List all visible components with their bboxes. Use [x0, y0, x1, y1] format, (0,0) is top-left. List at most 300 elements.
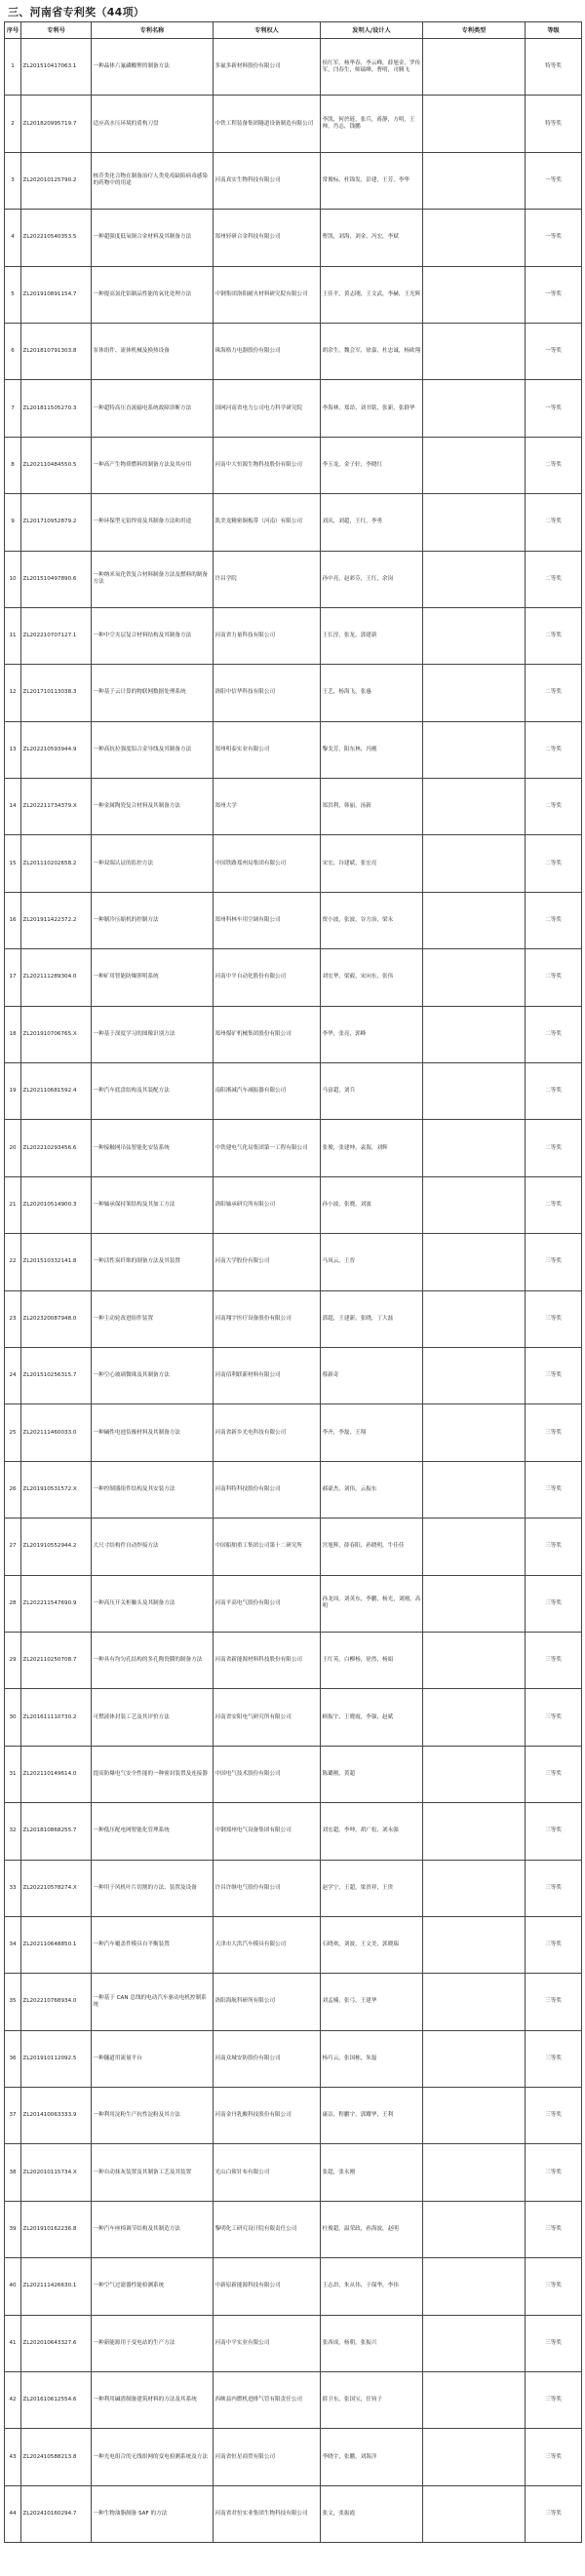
patent-type [423, 721, 526, 778]
award-level: 三等奖 [526, 2372, 582, 2429]
patentee: 西峡县内燃机进排气管有限责任公司 [214, 2372, 321, 2429]
patent-name: 一种提高氮化铝制品性能的氧化处理方法 [92, 266, 214, 323]
award-level: 二等奖 [526, 721, 582, 778]
patent-type [423, 380, 526, 437]
inventors: 蔡新奇 [321, 1347, 423, 1403]
table-row [5, 2201, 582, 2257]
patent-type [423, 1974, 526, 2030]
table-row [5, 1006, 582, 1062]
patent-id: ZL202111426630.1 [21, 2258, 92, 2315]
patent-type [423, 2429, 526, 2485]
inventors: 孙龙周，刘英东，李鹏，杨光，刘刚，高明 [321, 1575, 423, 1632]
header-patent-name: 专利名称 [92, 22, 214, 39]
patent-name: 一种基于云计算的物联网数据处理系统 [92, 665, 214, 721]
patent-name: 一种低压配电网智能化管理系统 [92, 1803, 214, 1860]
row-no: 41 [5, 2315, 21, 2371]
row-no: 6 [5, 323, 21, 379]
patent-type [423, 1803, 526, 1860]
patent-id: ZL201810791303.8 [21, 323, 92, 379]
row-no: 26 [5, 1461, 21, 1518]
table-row [5, 1916, 582, 1973]
patentee: 中钢郑州电气设备集团有限公司 [214, 1803, 321, 1860]
patent-name: 一种双端认证的监控方法 [92, 835, 214, 892]
table-row [5, 494, 582, 551]
patent-type [423, 665, 526, 721]
row-no: 30 [5, 1689, 21, 1746]
row-no: 23 [5, 1290, 21, 1347]
patent-type [423, 96, 526, 152]
patent-name: 一种高产生物质燃料的制备方法及其应用 [92, 437, 214, 493]
patent-id: ZL201810868255.7 [21, 1803, 92, 1860]
inventors: 王艺，杨海飞，张惠 [321, 665, 423, 721]
row-no: 38 [5, 2144, 21, 2201]
patent-id: ZL202410588213.8 [21, 2429, 92, 2485]
patent-name: 一种汽车座椅调节结构及其制造方法 [92, 2201, 214, 2257]
patent-name: 一种碱性电池负极材料及其制备方法 [92, 1404, 214, 1461]
row-no: 14 [5, 779, 21, 835]
patentee: 中铁建电气化局集团第一工程有限公司 [214, 1120, 321, 1176]
patent-type [423, 1234, 526, 1290]
patent-type [423, 2201, 526, 2257]
header-inventors: 发明人/设计人 [321, 22, 423, 39]
patent-type [423, 494, 526, 551]
patent-id: ZL202110648850.1 [21, 1916, 92, 1973]
patent-name: 一种控制器组件结构及其安装方法 [92, 1461, 214, 1518]
patentee: 河南众城安防股份有限公司 [214, 2030, 321, 2087]
award-level: 特等奖 [526, 96, 582, 152]
patent-name: 一种新能源用于变电站的生产方法 [92, 2315, 214, 2371]
award-level: 二等奖 [526, 551, 582, 607]
award-level: 三等奖 [526, 1689, 582, 1746]
patent-name: 一种主动轮改进组件装置 [92, 1290, 214, 1347]
award-level: 三等奖 [526, 1461, 582, 1518]
row-no: 7 [5, 380, 21, 437]
patent-id: ZL201610612554.6 [21, 2372, 92, 2429]
inventors: 马富超，刘兵 [321, 1063, 423, 1120]
inventors: 王佳平，黄志刚，王文武，李赫，王光辉 [321, 266, 423, 323]
table-row [5, 2315, 582, 2371]
inventors: 杜俊超，温荣政，孙海波，赵明 [321, 2201, 423, 2257]
patent-id: ZL202210707127.1 [21, 607, 92, 664]
award-level: 二等奖 [526, 949, 582, 1006]
patent-type [423, 1575, 526, 1632]
patent-name: 一种矿用智能防爆照明系统 [92, 949, 214, 1006]
patent-name: 一种晶体六氟磷酸锂的制备方法 [92, 39, 214, 96]
row-no: 8 [5, 437, 21, 493]
patent-name: 一种生物油脂制备 SAF 的方法 [92, 2485, 214, 2542]
patent-name: 一种光电组合的无线组网的变电检测系统及方法 [92, 2429, 214, 2485]
award-level: 三等奖 [526, 2144, 582, 2201]
patent-name: 一种空心玻璃微珠及其制备方法 [92, 1347, 214, 1403]
award-level: 三等奖 [526, 2429, 582, 2485]
patent-id: ZL202010514900.3 [21, 1176, 92, 1233]
patent-name: 一种汽车底盘结构及其装配方法 [92, 1063, 214, 1120]
award-level: 二等奖 [526, 892, 582, 948]
award-level: 三等奖 [526, 1632, 582, 1688]
patent-type [423, 152, 526, 209]
inventors: 宋宏，谷建斌，张宏亮 [321, 835, 423, 892]
patent-id: ZL201811505270.3 [21, 380, 92, 437]
patentee: 国网河南省电力公司电力科学研究院 [214, 380, 321, 437]
inventors: 郑洪利，韩丽，汤新 [321, 779, 423, 835]
award-level: 二等奖 [526, 665, 582, 721]
section-title: 三、河南省专利奖（44项） [8, 6, 145, 19]
inventors: 宫旭辉，薛春阳，孙晓明，牛佳佳 [321, 1519, 423, 1575]
patent-name: 一种超强度低氧铜合金材料及其制备方法 [92, 210, 214, 266]
patent-id: ZL202110484550.5 [21, 437, 92, 493]
award-level: 三等奖 [526, 1404, 582, 1461]
patentee: 郑州明泰实业有限公司 [214, 721, 321, 778]
patent-type [423, 779, 526, 835]
award-level: 二等奖 [526, 1176, 582, 1233]
inventors: 顾振宇，王晓霞，李强，赵斌 [321, 1689, 423, 1746]
award-level: 三等奖 [526, 1916, 582, 1973]
header-no: 序号 [5, 22, 21, 39]
patent-type [423, 323, 526, 379]
table-row [5, 1974, 582, 2030]
table-row [5, 1860, 582, 1916]
award-level: 二等奖 [526, 779, 582, 835]
table-row [5, 607, 582, 664]
table-row [5, 779, 582, 835]
patent-name: 一种自动抹灰装置及其制备工艺及其装置 [92, 2144, 214, 2201]
patentee: 天津市大洪汽车模具有限公司 [214, 1916, 321, 1973]
patent-type [423, 2088, 526, 2144]
row-no: 13 [5, 721, 21, 778]
inventors: 马凤云，王晋 [321, 1234, 423, 1290]
patent-name: 一种中空夹层复合材料结构及其制备方法 [92, 607, 214, 664]
row-no: 27 [5, 1519, 21, 1575]
patent-type [423, 1519, 526, 1575]
row-no: 25 [5, 1404, 21, 1461]
award-level: 三等奖 [526, 2030, 582, 2087]
inventors: 康洁，程鹏宇，郭耀华，王利 [321, 2088, 423, 2144]
row-no: 33 [5, 1860, 21, 1916]
inventors: 李海林，郑昂，刘书铭，张新，张群华 [321, 380, 423, 437]
patentee: 郑州大学 [214, 779, 321, 835]
header-row [5, 22, 582, 39]
patentee: 多氟多新材料股份有限公司 [214, 39, 321, 96]
patent-type [423, 1860, 526, 1916]
inventors: 李玉龙，金子轩，李晓红 [321, 437, 423, 493]
inventors: 陈璐刚，黄超 [321, 1746, 423, 1802]
patent-id: ZL201710113038.3 [21, 665, 92, 721]
patent-type [423, 2258, 526, 2315]
patentee: 郑州煤矿机械集团股份有限公司 [214, 1006, 321, 1062]
table-row [5, 1234, 582, 1290]
patent-type [423, 1063, 526, 1120]
table-row [5, 1120, 582, 1176]
patentee: 河南省恒星商贸有限公司 [214, 2429, 321, 2485]
inventors: 赵学宁，王超，梁贵祥，王贵 [321, 1860, 423, 1916]
award-level: 一等奖 [526, 210, 582, 266]
row-no: 40 [5, 2258, 21, 2315]
award-level: 三等奖 [526, 2201, 582, 2257]
patent-name: 一种利用淀粉生产抗性淀粉及其方法 [92, 2088, 214, 2144]
table-row [5, 2429, 582, 2485]
award-level: 三等奖 [526, 1974, 582, 2030]
table-row [5, 2088, 582, 2144]
patentee: 中铁工程装备集团隧道设备制造有限公司 [214, 96, 321, 152]
table-row [5, 1290, 582, 1347]
patentee: 河南省力量科技有限公司 [214, 607, 321, 664]
table-row [5, 210, 582, 266]
row-no: 17 [5, 949, 21, 1006]
row-no: 4 [5, 210, 21, 266]
table-row [5, 323, 582, 379]
patent-type [423, 2372, 526, 2429]
patentee: 中国电气技术股份有限公司 [214, 1746, 321, 1802]
patent-name: 一种利用碱渣制备建筑材料的方法及其系统 [92, 2372, 214, 2429]
table-row [5, 835, 582, 892]
award-level: 特等奖 [526, 39, 582, 96]
patent-id: ZL202110250708.7 [21, 1632, 92, 1688]
patent-type [423, 835, 526, 892]
patentee: 许昌许继电气股份有限公司 [214, 1860, 321, 1916]
patentee: 河南大学股份有限公司 [214, 1234, 321, 1290]
patent-id: ZL201910891154.7 [21, 266, 92, 323]
table-row [5, 892, 582, 948]
row-no: 35 [5, 1974, 21, 2030]
row-no: 32 [5, 1803, 21, 1860]
patentee: 河南中平实业有限公司 [214, 2315, 321, 2371]
patent-id: ZL202010115734.X [21, 2144, 92, 2201]
patentee: 河南省安阳电气研究所有限公司 [214, 1689, 321, 1746]
patentee: 中国铁路郑州局集团有限公司 [214, 835, 321, 892]
patent-name: 一种基于 CAN 总线的电动汽车驱动电机控制系统 [92, 1974, 214, 2030]
award-level: 一等奖 [526, 266, 582, 323]
patent-type [423, 1290, 526, 1347]
table-row [5, 1519, 582, 1575]
patent-name: 可燃液体封装工艺及其评价方法 [92, 1689, 214, 1746]
award-level: 三等奖 [526, 1746, 582, 1802]
patent-id: ZL201710952879.2 [21, 494, 92, 551]
patent-id: ZL201410063333.9 [21, 2088, 92, 2144]
patentee: 河南中大恒源生物科技股份有限公司 [214, 437, 321, 493]
row-no: 43 [5, 2429, 21, 2485]
header-patent-type: 专利类型 [423, 22, 526, 39]
patent-name: 一种环保型无铅焊膏及其制备方法和用途 [92, 494, 214, 551]
inventors: 李齐，李磊，王翔 [321, 1404, 423, 1461]
table-row [5, 2258, 582, 2315]
award-level: 三等奖 [526, 1290, 582, 1347]
patent-name: 一种制冷压缩机的控制方法 [92, 892, 214, 948]
patent-award-table [4, 21, 582, 2543]
inventors: 李凯，何於琏，张兵，蒋静，方明，王帅，肖志，钱鹏 [321, 96, 423, 152]
table-header [5, 22, 582, 39]
patent-type [423, 210, 526, 266]
inventors: 常俊标，杜锦发，彭建，王芳，李华 [321, 152, 423, 209]
patent-type [423, 1916, 526, 1973]
table-row [5, 1063, 582, 1120]
inventors: 侯红军，杨华春，李云峰，薛旭金，罗传军，闫春生，师瑞峰，曹明，司腾飞 [321, 39, 423, 96]
patent-name: 一种超特高压直流输电系统故障诊断方法 [92, 380, 214, 437]
patent-type [423, 1006, 526, 1062]
patent-type [423, 1746, 526, 1802]
award-level: 二等奖 [526, 607, 582, 664]
patentee: 河南中平自动化股份有限公司 [214, 949, 321, 1006]
inventors: 刘庆，刘超，王红，李勇 [321, 494, 423, 551]
table-row [5, 1803, 582, 1860]
inventors: 孙小波，张晓，刘波 [321, 1176, 423, 1233]
table-row [5, 665, 582, 721]
table-row [5, 2485, 582, 2542]
patent-id: ZL202320087948.0 [21, 1290, 92, 1347]
patent-type [423, 1120, 526, 1176]
table-row [5, 152, 582, 209]
row-no: 12 [5, 665, 21, 721]
patentee: 河南省新乡光电科技有限公司 [214, 1404, 321, 1461]
patentee: 洛阳中信华科技有限公司 [214, 665, 321, 721]
inventors: 王长淳，张龙，郭建新 [321, 607, 423, 664]
table-row [5, 1746, 582, 1802]
inventors: 张西成，杨朝，张振兴 [321, 2315, 423, 2371]
table-row [5, 380, 582, 437]
row-no: 11 [5, 607, 21, 664]
row-no: 1 [5, 39, 21, 96]
award-level: 三等奖 [526, 2315, 582, 2371]
patentee: 河南真实生物科技有限公司 [214, 152, 321, 209]
table-row [5, 551, 582, 607]
table-row [5, 721, 582, 778]
inventors: 张俊，张建坤，袁海，刘辉 [321, 1120, 423, 1176]
row-no: 37 [5, 2088, 21, 2144]
patentee: 河南科特科技股份有限公司 [214, 1461, 321, 1518]
patent-id: ZL202110149614.0 [21, 1746, 92, 1802]
inventors: 薛卫东，张国宝，任钧子 [321, 2372, 423, 2429]
patent-name: 一种高压开关柜触头及其制备方法 [92, 1575, 214, 1632]
patent-id: ZL202211734379.X [21, 779, 92, 835]
patent-name: 一种金属陶瓷复合材料及其制备方法 [92, 779, 214, 835]
patentee: 许昌学院 [214, 551, 321, 607]
patent-name: 大尺寸结构件自动焊接方法 [92, 1519, 214, 1575]
inventors: 郝豪杰，刘伟，云振东 [321, 1461, 423, 1518]
patent-id: ZL202211547690.9 [21, 1575, 92, 1632]
patent-type [423, 1176, 526, 1233]
patent-name: 一种基于深度学习的图像识别方法 [92, 1006, 214, 1062]
patent-type [423, 607, 526, 664]
table-row [5, 1689, 582, 1746]
patent-id: ZL201611110730.2 [21, 1689, 92, 1746]
row-no: 20 [5, 1120, 21, 1176]
row-no: 29 [5, 1632, 21, 1688]
row-no: 24 [5, 1347, 21, 1403]
patent-type [423, 1404, 526, 1461]
patent-name: 泵体组件、流体机械及换热设备 [92, 323, 214, 379]
patent-name: 一种汽车覆盖件模具自平衡装置 [92, 1916, 214, 1973]
table-row [5, 1404, 582, 1461]
patentee: 河南平高电气股份有限公司 [214, 1575, 321, 1632]
patent-id: ZL201910162236.8 [21, 2201, 92, 2257]
patent-type [423, 892, 526, 948]
award-level: 二等奖 [526, 1120, 582, 1176]
patent-name: 一种接触网吊弦智能化安装系统 [92, 1120, 214, 1176]
patentee: 黎明化工研究设计院有限责任公司 [214, 2201, 321, 2257]
patentee: 郑州科林车用空调有限公司 [214, 892, 321, 948]
table-row [5, 2144, 582, 2201]
row-no: 44 [5, 2485, 21, 2542]
award-level: 一等奖 [526, 380, 582, 437]
table-row [5, 96, 582, 152]
patent-id: ZL201910706765.X [21, 1006, 92, 1062]
inventors: 胡余生，魏会军，徐嘉，杜忠诚，杨欧翔 [321, 323, 423, 379]
patent-type [423, 2485, 526, 2542]
table-row [5, 39, 582, 96]
patent-id: ZL201910531572.X [21, 1461, 92, 1518]
patent-type [423, 266, 526, 323]
inventors: 刘宏超，李坤，胡广松，刘永强 [321, 1803, 423, 1860]
award-level: 三等奖 [526, 1860, 582, 1916]
table-row [5, 1347, 582, 1403]
table-row [5, 1176, 582, 1233]
patentee: 河南省新能源材料科技股份有限公司 [214, 1632, 321, 1688]
inventors: 王红英，白柳杨，徐然，杨娟 [321, 1632, 423, 1688]
patent-id: ZL201110202658.2 [21, 835, 92, 892]
patent-id: ZL201510256315.7 [21, 1347, 92, 1403]
award-level: 二等奖 [526, 835, 582, 892]
award-level: 三等奖 [526, 2258, 582, 2315]
patent-type [423, 39, 526, 96]
inventors: 杨巧云，张国栋，朱磊 [321, 2030, 423, 2087]
row-no: 16 [5, 892, 21, 948]
row-no: 39 [5, 2201, 21, 2257]
header-patentee: 专利权人 [214, 22, 321, 39]
patent-id: ZL202111460033.0 [21, 1404, 92, 1461]
patent-type [423, 1632, 526, 1688]
inventors: 刘孟楠，张弓，王建华 [321, 1974, 423, 2030]
patent-name: 一种具有均匀孔结构的多孔陶瓷膜的制备方法 [92, 1632, 214, 1688]
inventors: 石晓欢，刘波，王文美，郭晓瑞 [321, 1916, 423, 1973]
patent-id: ZL202210768934.0 [21, 1974, 92, 2030]
patent-id: ZL201911422372.2 [21, 892, 92, 948]
award-level: 二等奖 [526, 437, 582, 493]
patent-id: ZL201510332141.8 [21, 1234, 92, 1290]
patent-id: ZL201820995719.7 [21, 96, 92, 152]
row-no: 28 [5, 1575, 21, 1632]
patent-type [423, 949, 526, 1006]
header-level: 等级 [526, 22, 582, 39]
inventors: 贾小波，张波，谷方治，梁永 [321, 892, 423, 948]
patentee: 河南翔宇医疗设备股份有限公司 [214, 1290, 321, 1347]
table-row [5, 1461, 582, 1518]
patent-id: ZL201910112092.5 [21, 2030, 92, 2087]
table-row [5, 2030, 582, 2087]
row-no: 42 [5, 2372, 21, 2429]
patentee: 光山白鲨针布有限公司 [214, 2144, 321, 2201]
award-level: 二等奖 [526, 1006, 582, 1062]
row-no: 15 [5, 835, 21, 892]
patentee: 中钢集团洛阳耐火材料研究院有限公司 [214, 266, 321, 323]
patentee: 洛阳海航科研所有限公司 [214, 1974, 321, 2030]
award-level: 一等奖 [526, 152, 582, 209]
inventors: 王志昂，朱从伟，于保华，李伟 [321, 2258, 423, 2315]
patent-type [423, 2144, 526, 2201]
award-level: 一等奖 [526, 323, 582, 379]
header-patent-id: 专利号 [21, 22, 92, 39]
patent-id: ZL202210293456.6 [21, 1120, 92, 1176]
patent-type [423, 1689, 526, 1746]
patentee: 郑州轻研合金科技有限公司 [214, 210, 321, 266]
award-level: 三等奖 [526, 1347, 582, 1403]
patentee: 河南佰利联新材料有限公司 [214, 1347, 321, 1403]
patent-id: ZL201510417063.1 [21, 39, 92, 96]
patentee: 河南金丹乳酸科技股份有限公司 [214, 2088, 321, 2144]
patent-id: ZL202010643327.6 [21, 2315, 92, 2371]
inventors: 李晓宇，张鹏，刘海洋 [321, 2429, 423, 2485]
patent-id: ZL202110681592.4 [21, 1063, 92, 1120]
inventors: 刘宏华，梁毅，宋向东，张伟 [321, 949, 423, 1006]
award-level: 三等奖 [526, 1575, 582, 1632]
